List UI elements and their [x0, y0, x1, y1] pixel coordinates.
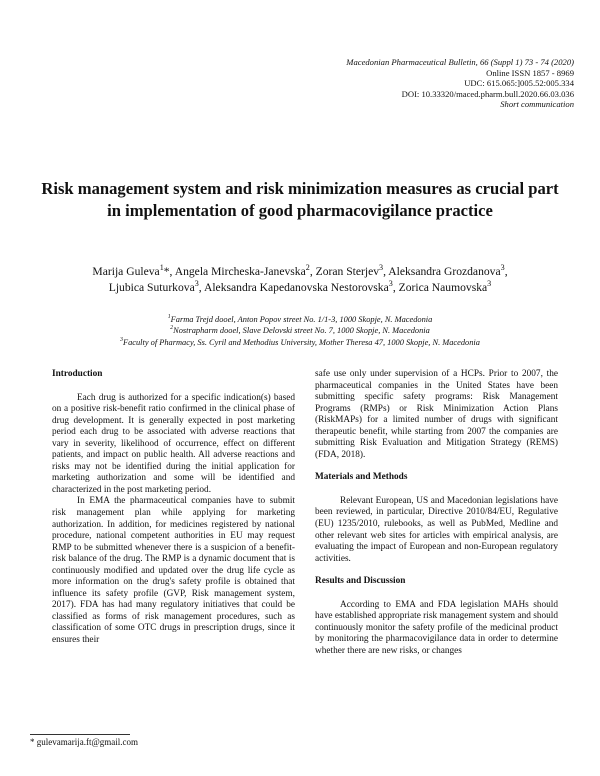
author-list — [20, 264, 580, 296]
author: Angela Mircheska-Janevska$^2$, — [174, 263, 316, 278]
paragraph: Each drug is authorized for a specific indication(s) based on a positive risk-benefit ratio confirmed in the clinical phase of drug development. It is generally expected in post marketing period each drug to be associated with adverse reactions that vary in severity, likelihood of occurrence, effect on different patients, and impact on public health. All adverse reactions and risks may not be identified during the initial application for marketing authorization and some will be identified and characterized in the post marketing period. — [52, 392, 295, 495]
paragraph: According to EMA and FDA legislation MAHs should have established appropriate risk management system and should continuously monitor the safety profile of the medicinal product by monitoring the pharmacovigilance data in order to determine whether there are new risks, or changes — [315, 599, 558, 656]
footnote-divider — [30, 734, 130, 735]
author: Zoran Sterjev$^3$, — [315, 263, 389, 278]
section-heading-introduction: Introduction — [52, 369, 103, 379]
author: Aleksandra Kapedanovska Nestorovska$^3$, — [203, 279, 399, 294]
udc: UDC: 615.065:]005.52:005.334 — [464, 78, 574, 89]
journal-header — [346, 57, 574, 110]
issn: Online ISSN 1857 - 8969 — [486, 67, 574, 78]
left-column — [52, 369, 295, 647]
author: Zorica Naumovska$^3$ — [398, 279, 492, 294]
paragraph: In EMA the pharmaceutical companies have to submit risk management plan while applying for marketing authorization. In addition, for medicines registered by national procedure, national competent authorities in EU may request RMP to be submitted whenever there is a suspicion of a benefit-risk balance of the drug. The RMP is a dynamic document that is continuously modified and updated over the drug life cycle as more information on the drug's safety profile is obtained that influence its safety profile (GVP, Risk management system, 2017). FDA has had many regulatory initiatives that could be classified as forms of risk management procedures, such as classification of some OTC drugs in prescription drugs, since it ensures their — [52, 496, 295, 646]
affiliation-list — [20, 314, 580, 348]
section-heading-results: Results and Discussion — [315, 576, 406, 587]
affiliation: $^1$Farma Trejd dooel, Anton Popov street No. 1/1-3, 1000 Skopje, N. Macedonia — [167, 314, 433, 324]
paragraph: Relevant European, US and Macedonian legislations have been reviewed, in particular, Directive 2010/84/EU, Regulative (EU) 1235/2010, rulebooks, as well as PubMed, Medline and other relevant web sites for articles with empirical analysis, are evaluating the impact of European and non-European regulatory activities. — [315, 495, 558, 564]
doi: DOI: 10.33320/maced.pharm.bull.2020.66.03.036 — [401, 88, 574, 99]
author: Ljubica Suturkova$^3$, — [108, 279, 204, 294]
paper-title: Risk management system and risk minimization measures as crucial part in implementation of good pharmacovigilance practice — [41, 179, 559, 220]
author: Aleksandra Grozdanova$^3$, — [388, 263, 508, 278]
affiliation: $^3$Faculty of Pharmacy, Ss. Cyril and Methodius University, Mother Theresa 47, 1000 Skopje, N. Macedonia — [120, 337, 480, 347]
author: Marija Guleva$^1$*, — [92, 263, 175, 278]
right-column — [315, 369, 558, 657]
affiliation: $^2$Nostrapharm dooel, Slave Delovski street No. 7, 1000 Skopje, N. Macedonia — [170, 325, 430, 336]
journal-citation: Macedonian Pharmaceutical Bulletin, 66 (Suppl 1) 73 - 74 (2020) — [346, 57, 574, 67]
article-type: Short communication — [500, 99, 574, 110]
corresponding-email: * gulevamarija.ft@gmail.com — [30, 737, 139, 747]
paragraph: safe use only under supervision of a HCPs. Prior to 2007, the pharmaceutical companies in the United States have been submitting specific safety programs: Risk Management Programs (RMPs) or Risk Minimization Action Plans (RiskMAPs) for a limited number of drugs with significant therapeutic benefit, while starting from 2007 the companies are submitting Risk Evaluation and Mitigation Strategy (REMS) (FDA, 2018). — [315, 369, 558, 460]
section-heading-methods: Materials and Methods — [315, 472, 408, 483]
